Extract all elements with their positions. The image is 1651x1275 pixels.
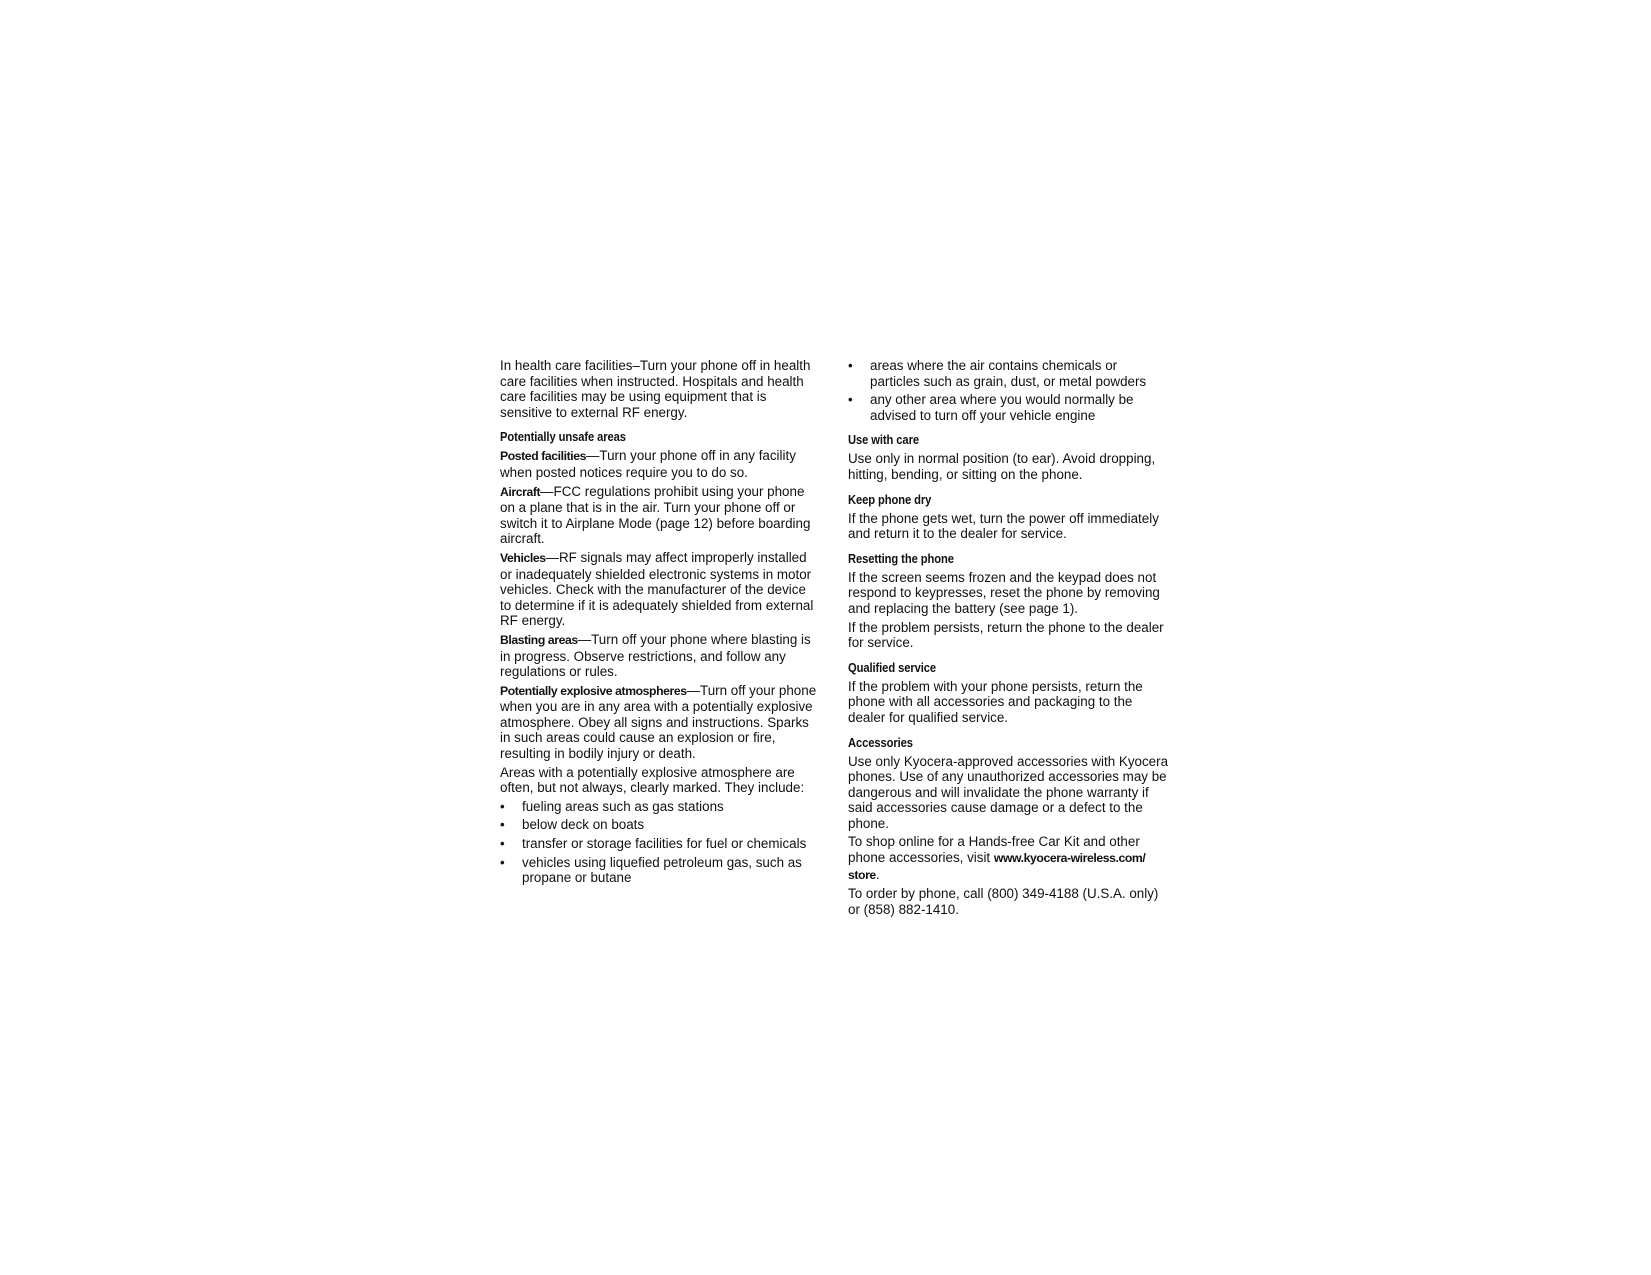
unsafe-areas-heading: Potentially unsafe areas bbox=[500, 429, 626, 445]
vehicles-paragraph bbox=[500, 550, 818, 629]
blasting-areas-paragraph bbox=[500, 632, 818, 680]
bullet-icon: • bbox=[848, 358, 853, 373]
bullet-icon: • bbox=[848, 392, 853, 408]
explosive-atmospheres-text: —Turn off your phone when you are in any area with a potentially explosive atmosphere. Obey all signs and instructions. Sparks in such areas could cause an explosion or fire, resulting in bodily injury or death. bbox=[500, 682, 817, 762]
use-with-care-paragraph: Use only in normal position (to ear). Avoid dropping, hitting, bending, or sitting on the phone. bbox=[848, 451, 1156, 482]
bullet-icon: • bbox=[500, 854, 505, 870]
list-item: • vehicles using liquefied petroleum gas, such as propane or butane bbox=[500, 854, 802, 886]
blasting-areas-text: —Turn off your phone where blasting is in progress. Observe restrictions, and follow any regulations or rules. bbox=[500, 631, 811, 680]
health-care-paragraph: In health care facilities–Turn your phone off in health care facilities when instructed. Hospitals and health care facilities may be using equipment that is sensitive to external RF energy. bbox=[500, 358, 811, 420]
posted-facilities-text: —Turn your phone off in any facility when posted notices require you to do so. bbox=[500, 448, 796, 480]
keep-phone-dry-heading: Keep phone dry bbox=[848, 491, 932, 507]
list-item: • any other area where you would normally be advised to turn off your vehicle engine bbox=[848, 392, 1134, 423]
accessories-paragraph: Use only Kyocera-approved accessories with Kyocera phones. Use of any unauthorized accessories may be dangerous and will invalidate the phone warranty if said accessories cause damage or a defect to the phone. bbox=[848, 753, 1169, 831]
keep-phone-dry-paragraph: If the phone gets wet, turn the power off immediately and return it to the dealer for service. bbox=[848, 510, 1159, 542]
resetting-phone-heading: Resetting the phone bbox=[848, 550, 954, 566]
blasting-areas-lead: Blasting areas bbox=[500, 632, 578, 647]
shop-online-paragraph: To shop online for a Hands-free Car Kit and other phone accessories, visit www.kyocera-wireless.com/ store. bbox=[848, 834, 1146, 882]
use-with-care-heading: Use with care bbox=[848, 432, 919, 448]
areas-intro-paragraph: Areas with a potentially explosive atmosphere are often, but not always, clearly marked. They include: bbox=[500, 764, 805, 796]
explosive-areas-list bbox=[500, 799, 818, 886]
posted-facilities-lead: Posted facilities bbox=[500, 449, 586, 464]
vehicles-lead: Vehicles bbox=[500, 550, 546, 565]
left-column bbox=[500, 358, 818, 889]
bullet-icon: • bbox=[500, 817, 505, 833]
qualified-service-paragraph: If the problem with your phone persists, return the phone with all accessories and packaging to the dealer for qualified service. bbox=[848, 678, 1143, 725]
aircraft-paragraph bbox=[500, 484, 818, 547]
store-link[interactable]: www.kyocera-wireless.com/ store bbox=[848, 851, 1146, 882]
bullet-icon: • bbox=[500, 798, 505, 814]
resetting-phone-paragraph: If the screen seems frozen and the keypad does not respond to keypresses, reset the phone by removing and replacing the battery (see page 1). bbox=[848, 569, 1160, 616]
explosive-areas-list-continued bbox=[848, 358, 1170, 423]
bullet-icon: • bbox=[500, 836, 505, 852]
list-item: • transfer or storage facilities for fuel or chemicals bbox=[500, 836, 807, 852]
vehicles-text: —RF signals may affect improperly installed or inadequately shielded electronic systems in motor vehicles. Check with the manufacturer of the device to determine if it is adequately shielded from external RF energy. bbox=[500, 549, 814, 629]
explosive-atmospheres-paragraph bbox=[500, 683, 818, 762]
resetting-persists-paragraph: If the problem persists, return the phone to the dealer for service. bbox=[848, 619, 1164, 651]
list-item: • below deck on boats bbox=[500, 817, 645, 833]
accessories-heading: Accessories bbox=[848, 734, 913, 750]
list-item: • areas where the air contains chemicals or particles such as grain, dust, or metal powders bbox=[848, 358, 1147, 389]
aircraft-text: —FCC regulations prohibit using your phone on a plane that is in the air. Turn your phone off or switch it to Airplane Mode (page 12) before boarding aircraft. bbox=[500, 483, 811, 547]
posted-facilities-paragraph bbox=[500, 448, 818, 480]
list-item: • fueling areas such as gas stations bbox=[500, 798, 724, 814]
explosive-atmospheres-lead: Potentially explosive atmospheres bbox=[500, 683, 687, 698]
aircraft-lead: Aircraft bbox=[500, 484, 541, 499]
qualified-service-heading: Qualified service bbox=[848, 659, 937, 675]
order-by-phone-paragraph: To order by phone, call (800) 349-4188 (U.S.A. only) or (858) 882-1410. bbox=[848, 886, 1159, 917]
right-column bbox=[848, 358, 1170, 920]
